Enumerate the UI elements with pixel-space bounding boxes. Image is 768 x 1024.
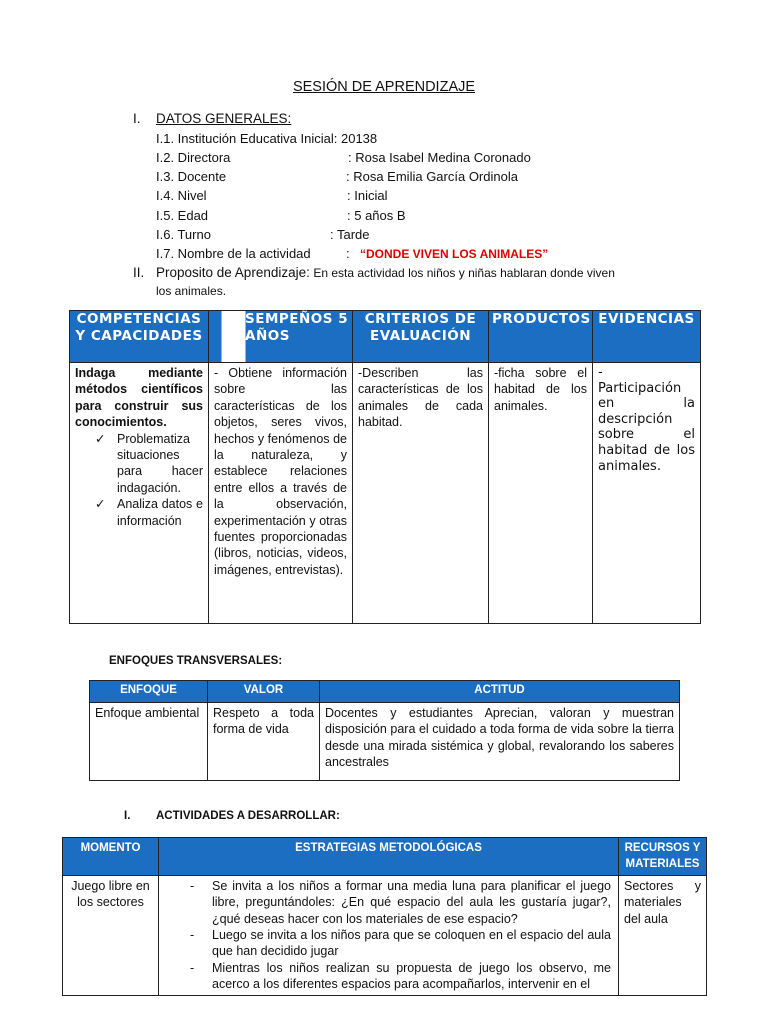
datos-value: : 5 años B [347,208,406,223]
datos-label: I.1. Institución Educativa Inicial: 20138 [156,131,378,146]
estrategia-item: - Mientras los niños realizan su propuesta de juego los observo, me acerco a los diferentes espacios para acompañarlos, intervenir en el [212,960,611,993]
header-productos: PRODUCTOS [489,311,593,363]
momento-cell: Juego libre en los sectores [63,875,159,995]
section-number: I. [133,111,141,126]
estrategia-item: - Se invita a los niños a formar una media luna para planificar el juego libre, preguntándoles: ¿En qué espacio del aula les gustaría jugar?, ¿qué deseas hacer con los materiales de ese espacio? [212,878,611,927]
proposito-line [156,265,615,280]
header-desempenos: SEMPEÑOS 5 AÑOS [209,311,353,363]
competencia-cell [70,363,209,624]
producto-cell: -ficha sobre el habitad de los animales. [489,363,593,624]
datos-label: I.2. Directora [156,150,231,165]
datos-separator: : [346,246,350,261]
header-criterios: CRITERIOS DE EVALUACIÓN [353,311,489,363]
evidencia-cell [593,363,701,624]
section-heading-datos: DATOS GENERALES: [156,111,292,126]
datos-label: I.4. Nivel [156,188,207,203]
recursos-cell: Sectores y materiales del aula [619,875,707,995]
header-estrategias: ESTRATEGIAS METODOLÓGICAS [159,838,619,876]
datos-value: : Rosa Emilia García Ordinola [346,169,518,184]
evidencia-dash: - [598,365,603,380]
proposito-text-cont: los animales. [156,284,227,298]
actividades-heading: ACTIVIDADES A DESARROLLAR: [156,810,340,822]
datos-value: : Inicial [347,188,388,203]
estrategias-cell [159,875,619,995]
proposito-text: En esta actividad los niños y niñas hablaran donde viven [313,266,615,280]
estrategia-item: - Luego se invita a los niños para que se coloquen en el espacio del aula que han decidido jugar [212,927,611,960]
datos-label: I.6. Turno [156,227,211,242]
activity-name: “DONDE VIVEN LOS ANIMALES” [360,247,549,261]
header-actitud: ACTITUD [320,681,680,703]
capacidad-item: ✓ Analiza datos e información [117,496,203,529]
enfoques-heading: ENFOQUES TRANSVERSALES: [109,655,283,667]
actividades-table [62,837,707,996]
competencias-table [69,310,701,624]
datos-value: : Rosa Isabel Medina Coronado [348,150,531,165]
header-momento: MOMENTO [63,838,159,876]
datos-label: I.7. Nombre de la actividad [156,246,311,261]
section-heading-proposito: Proposito de Aprendizaje: [156,265,310,280]
desempeno-cell: - Obtiene información sobre las características de los objetos, seres vivos, hechos y fenómenos de la naturaleza, y establece relaciones entre ellos a través de la observación, experimentación y otras fuentes proporcionadas (libros, noticias, videos, imágenes, entrevistas). [209,363,353,624]
valor-cell: Respeto a toda forma de vida [208,703,320,781]
capacidad-item: ✓ Problematiza situaciones para hacer indagación. [117,431,203,497]
header-enfoque: ENFOQUE [90,681,208,703]
evidencia-text: Participación en la descripción sobre el habitad de los animales. [598,380,695,474]
section-number: II. [133,265,145,280]
section-number: I. [124,810,131,822]
header-competencias: COMPETENCIAS Y CAPACIDADES [70,311,209,363]
datos-label: I.5. Edad [156,208,209,223]
capacidades-list [75,431,203,529]
enfoques-table [89,680,680,781]
page-title: SESIÓN DE APRENDIZAJE [292,79,476,95]
header-recursos: RECURSOS Y MATERIALES [619,838,707,876]
competencia-text: Indaga mediante métodos científicos para construir sus conocimientos. [75,366,203,430]
datos-label: I.3. Docente [156,169,227,184]
criterio-cell: -Describen las características de los animales de cada habitad. [353,363,489,624]
actitud-cell: Docentes y estudiantes Aprecian, valoran y muestran disposición para el cuidado a toda forma de vida sobre la tierra desde una mirada sistémica y global, revalorando los saberes ancestrales [320,703,680,781]
header-valor: VALOR [208,681,320,703]
header-evidencias: EVIDENCIAS [593,311,701,363]
datos-value: : Tarde [330,227,370,242]
enfoque-cell: Enfoque ambiental [90,703,208,781]
